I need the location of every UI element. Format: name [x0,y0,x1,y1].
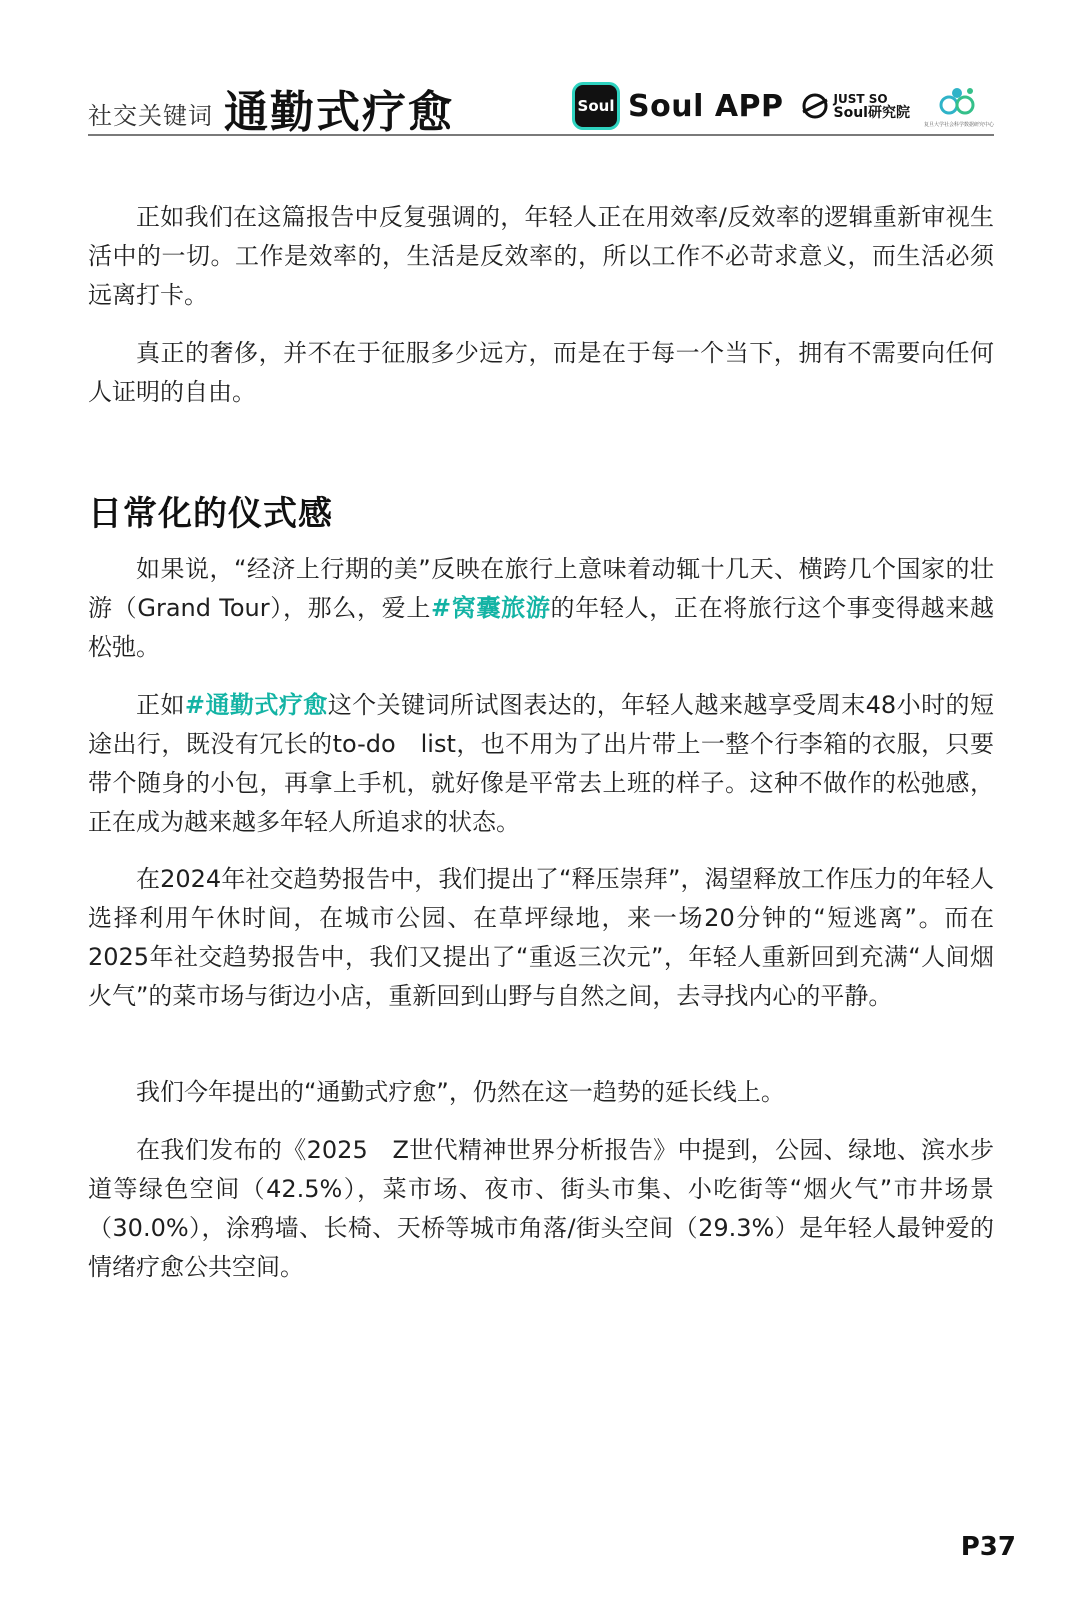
paragraph-grand-tour [88,550,994,667]
institute-mark-icon [800,91,830,121]
logo-group [572,82,994,130]
hashtag-wonang-travel[interactable]: #窝囊旅游 [431,594,551,622]
paragraph-survey-findings: 在我们发布的《2025 Z世代精神世界分析报告》中提到，公园、绿地、滨水步道等绿色空间（42.5%），菜市场、夜市、街头市集、小吃街等“烟火气”市井场景（30.0%），涂鸦墙、长椅、天桥等城市角落/街头空间（29.3%）是年轻人最钟爱的情绪疗愈公共空间。 [88,1136,994,1281]
intro-paragraph-1: 正如我们在这篇报告中反复强调的，年轻人正在用效率/反效率的逻辑重新审视生活中的一切。工作是效率的，生活是反效率的，所以工作不必苛求意义，而生活必须远离打卡。 [88,203,994,309]
intro-paragraph-2: 真正的奢侈，并不在于征服多少远方，而是在于每一个当下，拥有不需要向任何人证明的自由。 [88,339,994,406]
soul-app-name: Soul APP [628,88,784,124]
page-header [88,72,994,136]
institute-logo [800,91,910,121]
hashtag-commute-healing[interactable]: #通勤式疗愈 [184,691,328,719]
paragraph-grand-tour-text-2: 的年轻人，正在将旅行这个事变得越来越松弛。 [88,594,995,661]
soul-app-icon-text: Soul [577,97,615,115]
soul-app-icon [572,82,620,130]
paragraph-commute-healing-text-2: 这个关键词所试图表达的，年轻人越来越享受周末48小时的短途出行，既没有冗长的to-do list，也不用为了出片带上一整个行李箱的衣服，只要带个随身的小包，再拿上手机，就好像是平常去上班的样子。这种不做作的松弛感，正在成为越来越多年轻人所追求的状态。 [88,691,995,836]
header-label: 社交关键词 [88,102,213,130]
paragraph-trend-history: 在2024年社交趋势报告中，我们提出了“释压崇拜”，渴望释放工作压力的年轻人选择利用午休时间，在城市公园、在草坪绿地，来一场20分钟的“短逃离”。而在2025年社交趋势报告中，我们又提出了“重返三次元”，年轻人重新回到充满“人间烟火气”的菜市场与街边小店，重新回到山野与自然之间，去寻找内心的平静。 [88,865,994,1010]
research-center-logo [924,85,994,128]
institute-line2: Soul研究院 [833,105,910,121]
institute-line1: JUST SO [833,92,888,106]
section-title: 日常化的仪式感 [88,494,333,534]
research-center-text: 复旦大学社会科学数据研究中心 [923,121,994,128]
page-number: P37 [960,1532,1016,1562]
research-center-mark-icon [937,85,981,119]
paragraph-commute-healing [88,686,994,842]
header-title: 通勤式疗愈 [224,87,454,138]
paragraph-commute-healing-text-1: 正如 [136,691,185,719]
paragraph-grand-tour-text-1: 如果说，“经济上行期的美”反映在旅行上意味着动辄十几天、横跨几个国家的壮游（Grand Tour），那么，爱上 [88,555,994,622]
paragraph-trend-continuation: 我们今年提出的“通勤式疗愈”，仍然在这一趋势的延长线上。 [136,1078,785,1106]
